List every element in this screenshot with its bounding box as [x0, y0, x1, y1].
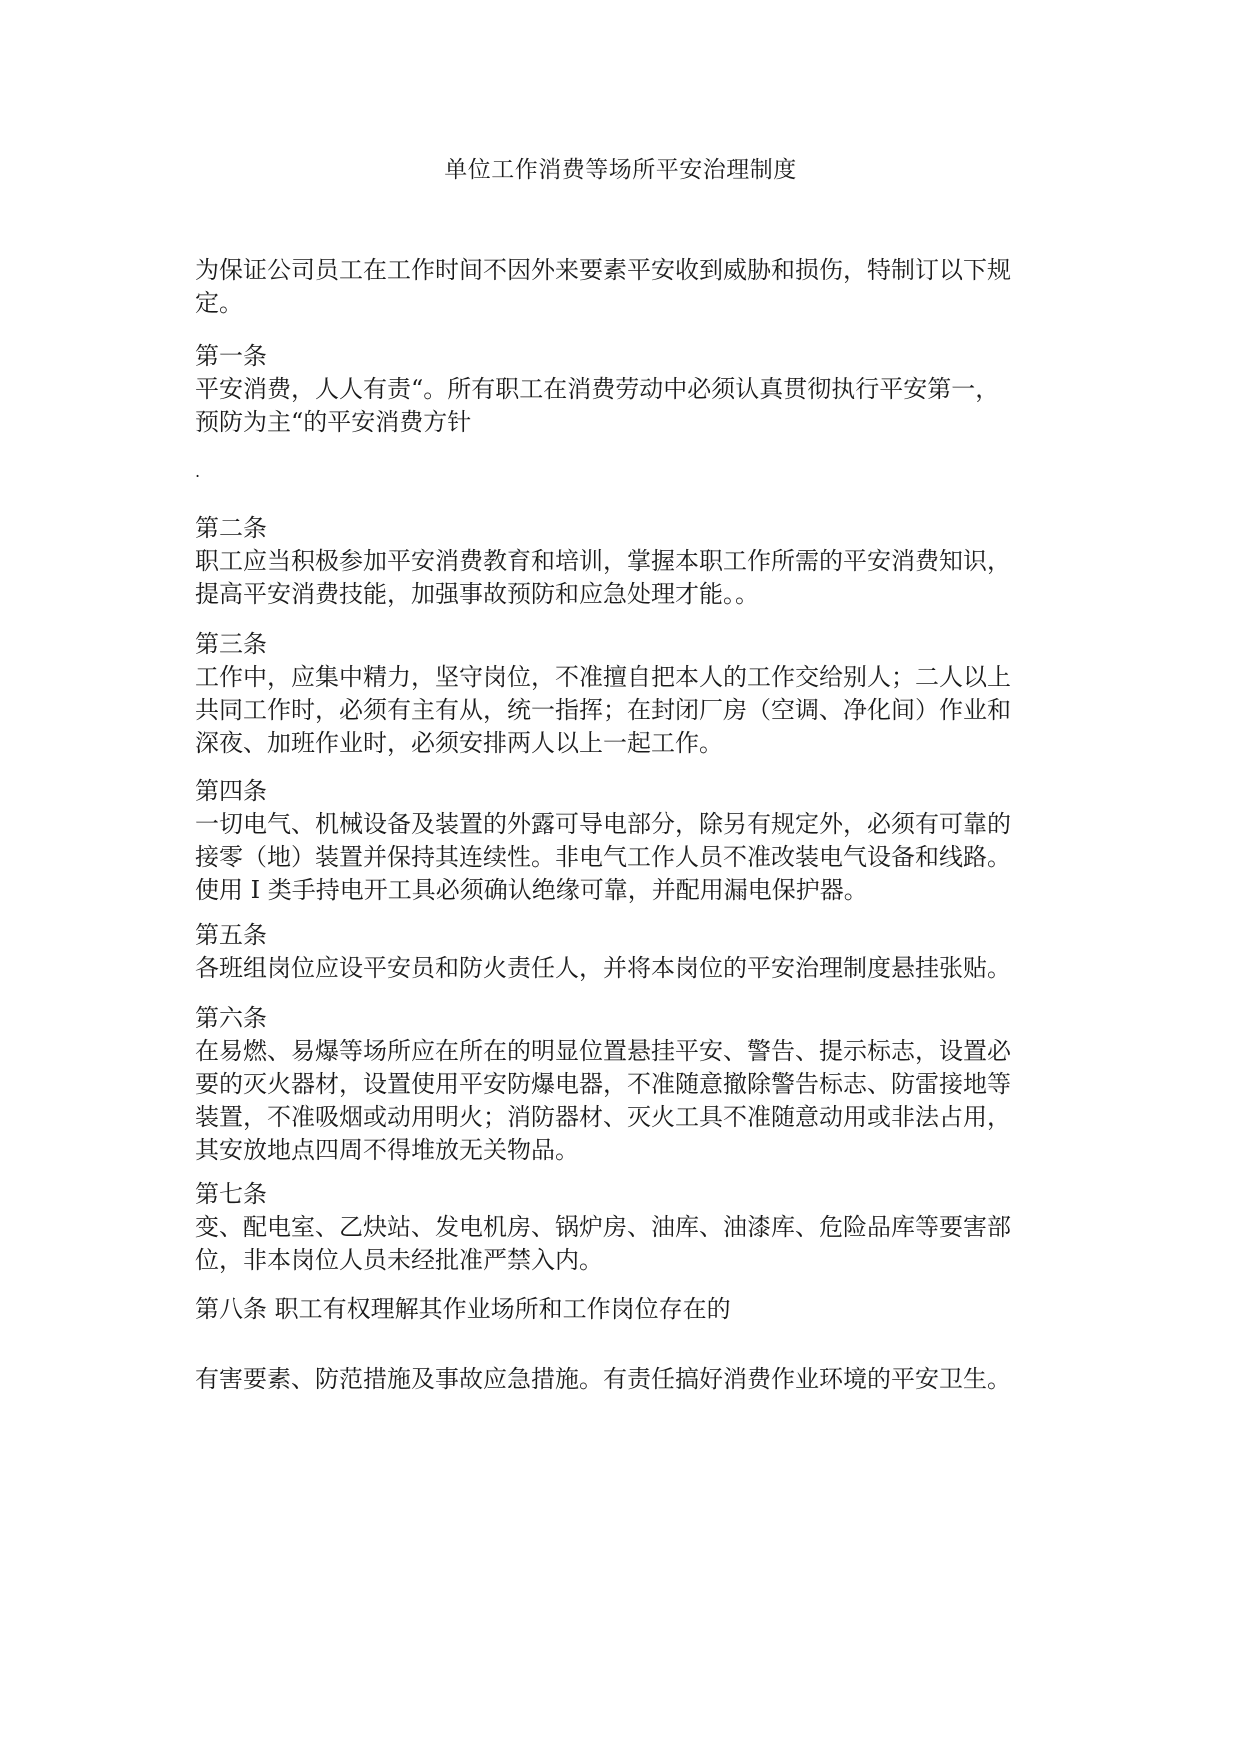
article-7: [195, 1178, 1055, 1277]
article-line: 一切电气、机械设备及装置的外露可导电部分，除另有规定外，必须有可靠的: [195, 810, 1011, 838]
article-heading: 第三条: [195, 630, 267, 658]
article-line: 装置，不准吸烟或动用明火；消防器材、灭火工具不准随意动用或非法占用，: [195, 1103, 1011, 1131]
article-line: 各班组岗位应设平安员和防火责任人，并将本岗位的平安治理制度悬挂张贴。: [195, 954, 1011, 982]
article-2: [195, 512, 1055, 611]
article-heading: 第七条: [195, 1180, 267, 1208]
stray-mark: .: [195, 462, 201, 481]
article-line: 预防为主“的平安消费方针: [195, 408, 472, 436]
article-line: 位，非本岗位人员未经批准严禁入内。: [195, 1246, 603, 1274]
intro-line: 定。: [195, 289, 243, 317]
article-line: 在易燃、易爆等场所应在所在的明显位置悬挂平安、警告、提示标志，设置必: [195, 1037, 1011, 1065]
article-heading: 第一条: [195, 342, 267, 370]
document-title: 单位工作消费等场所平安治理制度: [444, 157, 797, 183]
article-line: 变、配电室、乙炔站、发电机房、锅炉房、油库、油漆库、危险品库等要害部: [195, 1213, 1011, 1241]
article-1: [195, 340, 1055, 439]
article-heading: 第四条: [195, 777, 267, 805]
intro-line: 为保证公司员工在工作时间不因外来要素平安收到威胁和损伤，特制订以下规: [195, 256, 1011, 284]
article-heading: 第二条: [195, 514, 267, 542]
article-line: 使用 I 类手持电开工具必须确认绝缘可靠，并配用漏电保护器。: [195, 876, 868, 904]
article-line: 接零（地）装置并保持其连续性。非电气工作人员不准改装电气设备和线路。: [195, 843, 1011, 871]
article-line: 提高平安消费技能，加强事故预防和应急处理才能。。: [195, 580, 759, 608]
article-line: 深夜、加班作业时，必须安排两人以上一起工作。: [195, 729, 723, 757]
article-line: 平安消费，人人有责“。所有职工在消费劳动中必须认真贯彻执行平安第一，: [195, 375, 1000, 403]
article-line: 职工应当积极参加平安消费教育和培训，掌握本职工作所需的平安消费知识，: [195, 547, 1011, 575]
article-line: 要的灭火器材，设置使用平安防爆电器，不准随意撤除警告标志、防雷接地等: [195, 1070, 1011, 1098]
article-8-line-1: 第八条 职工有权理解其作业场所和工作岗位存在的: [195, 1295, 731, 1323]
article-heading: 第五条: [195, 921, 267, 949]
intro-paragraph: [195, 254, 1055, 320]
article-line: 工作中，应集中精力，坚守岗位，不准擅自把本人的工作交给别人；二人以上: [195, 663, 1011, 691]
article-8-line-2: 有害要素、防范措施及事故应急措施。有责任搞好消费作业环境的平安卫生。: [195, 1365, 1011, 1393]
article-line: 其安放地点四周不得堆放无关物品。: [195, 1136, 579, 1164]
article-heading: 第六条: [195, 1004, 267, 1032]
article-5: [195, 919, 1055, 985]
article-3: [195, 628, 1055, 760]
article-4: [195, 775, 1055, 907]
article-6: [195, 1002, 1055, 1167]
article-line: 共同工作时，必须有主有从，统一指挥；在封闭厂房（空调、净化间）作业和: [195, 696, 1011, 724]
